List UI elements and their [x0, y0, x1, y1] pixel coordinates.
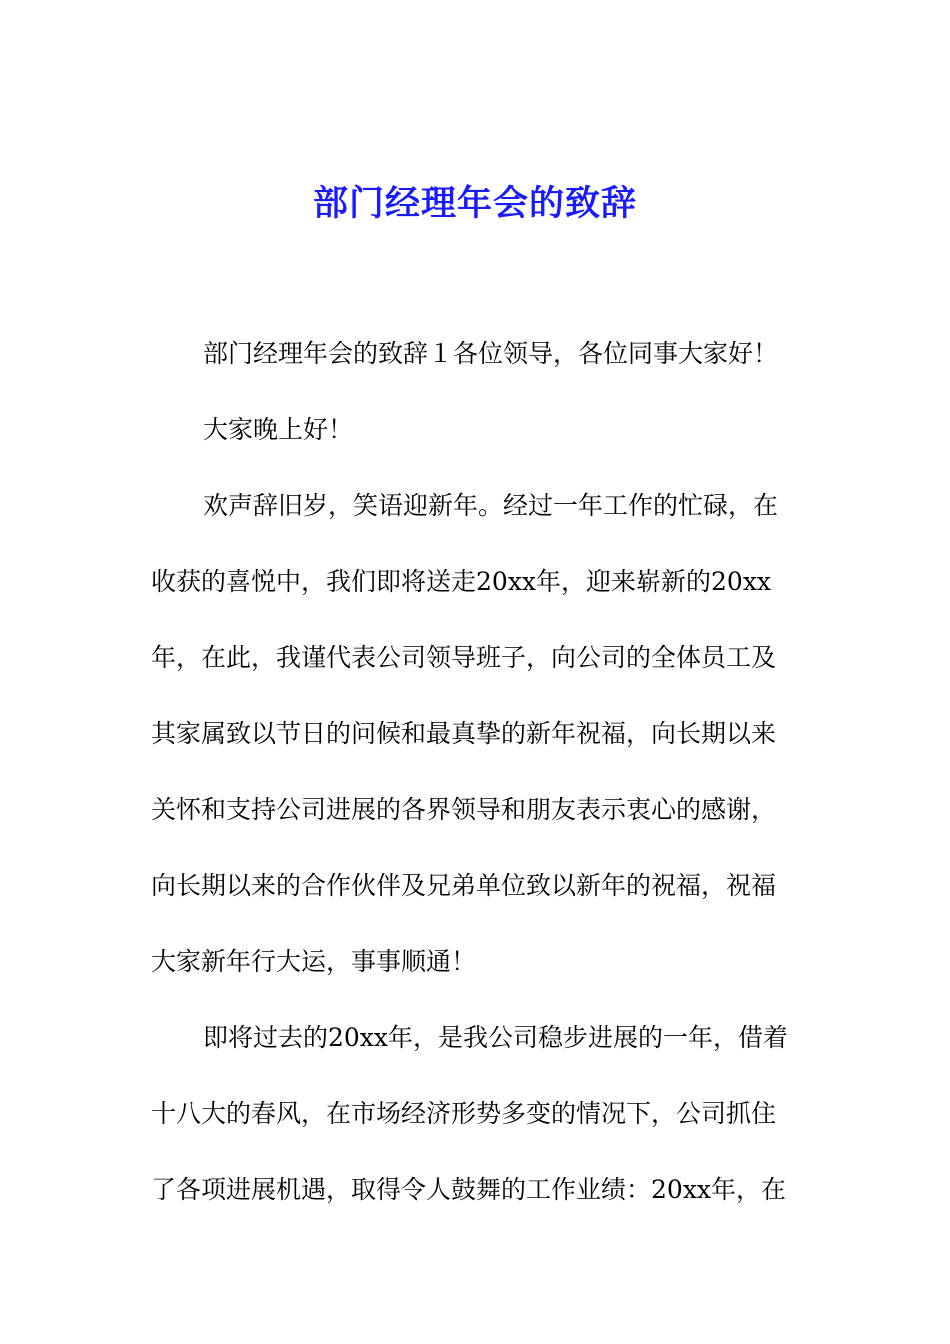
text-line: 了各项进展机遇，取得令人鼓舞的工作业绩：20xx年，在	[151, 1175, 787, 1204]
text-line: 向长期以来的合作伙伴及兄弟单位致以新年的祝福，祝福	[151, 871, 777, 900]
text-line: 即将过去的20xx年，是我公司稳步进展的一年，借着	[203, 1023, 789, 1052]
text-line: 欢声辞旧岁，笑语迎新年。经过一年工作的忙碌，在	[203, 491, 779, 520]
text-line: 大家新年行大运，事事顺通！	[151, 947, 477, 976]
document-title: 部门经理年会的致辞	[312, 184, 637, 224]
text-line: 部门经理年会的致辞１各位领导，各位同事大家好！	[203, 339, 779, 368]
text-line: 十八大的春风，在市场经济形势多变的情况下，公司抓住	[151, 1099, 777, 1128]
text-line: 年，在此，我谨代表公司领导班子，向公司的全体员工及	[151, 643, 777, 672]
text-line: 大家晚上好！	[203, 415, 354, 444]
text-line: 其家属致以节日的问候和最真挚的新年祝福，向长期以来	[151, 719, 777, 748]
text-line: 收获的喜悦中，我们即将送走20xx年，迎来崭新的20xx	[151, 567, 772, 596]
text-line: 关怀和支持公司进展的各界领导和朋友表示衷心的感谢，	[151, 795, 777, 824]
